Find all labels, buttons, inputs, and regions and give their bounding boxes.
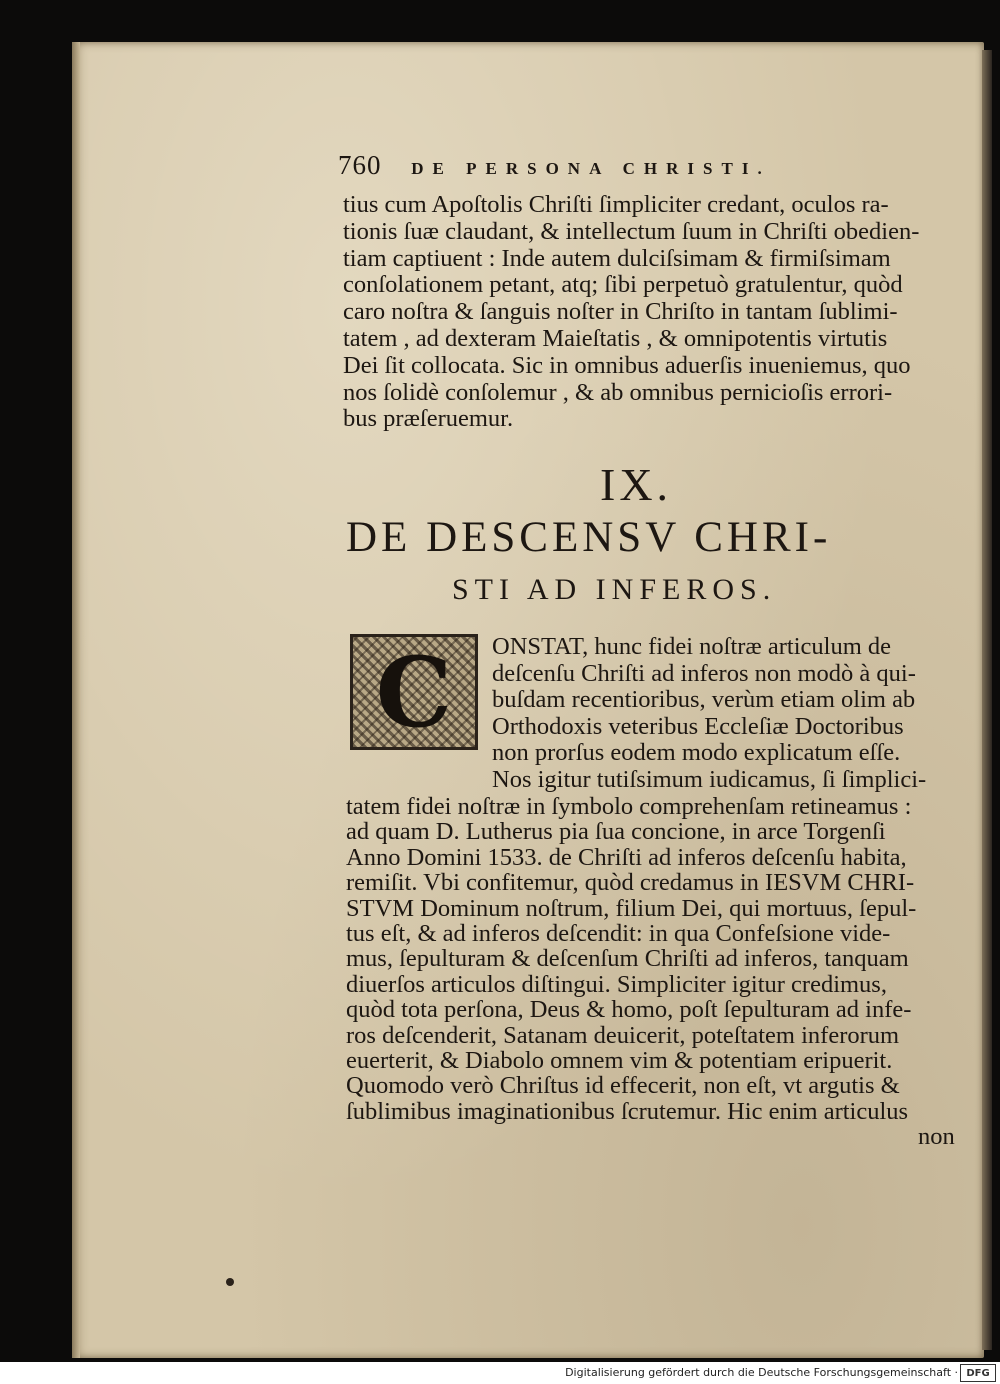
ornamental-initial [350,634,478,750]
page-edge [982,50,992,1350]
page-number: 760 [338,150,382,180]
text-line: tius cum Apoſtolis Chriſti ſimpliciter credant, oculos ra- [343,191,889,218]
text-line: Orthodoxis veteribus Eccleſiæ Doctoribus [492,712,904,740]
footer-credit: Digitalisierung gefördert durch die Deutsche Forschungsgemeinschaft · [565,1366,958,1379]
text-line: caro noſtra & ſanguis noſter in Chriſto in tantam ſublimi- [343,298,898,326]
text-line: Quomodo verò Chriſtus id effecerit, non eſt, vt argutis & [346,1072,900,1100]
text-line: mus, ſepulturam & deſcenſum Chriſti ad inferos, tanquam [346,945,909,973]
text-line: quòd tota perſona, Deus & homo, poſt ſepulturam ad infe- [346,996,912,1024]
text-line: STVM Dominum noſtrum, filium Dei, qui mortuus, ſepul- [346,894,917,922]
text-line: tus eſt, & ad inferos deſcendit: in qua Confeſsione vide- [346,920,891,947]
running-head [338,150,771,181]
text-line: remiſit. Vbi confitemur, quòd credamus in IESVM CHRI- [346,869,915,897]
text-line: buſdam recentioribus, verùm etiam olim ab [492,686,916,714]
text-line: non prorſus eodem modo explicatum eſſe. [492,739,901,767]
text-line: tatem fidei noſtræ in ſymbolo comprehenſam retineamus : [346,793,912,820]
text-line: deſcenſu Chriſti ad inferos non modò à qui- [492,659,916,687]
running-title: DE PERSONA CHRISTI. [411,159,771,178]
chapter-title-line-1: DE DESCENSV CHRI- [346,514,832,561]
text-line: ros deſcenderit, Satanam deuicerit, poteſtatem inferorum [346,1021,900,1049]
text-line: nos ſolidè conſolemur , & ab omnibus pernicioſis errori- [343,378,893,406]
text-line: ONSTAT, hunc fidei noſtræ articulum de [492,633,892,660]
page-mark [226,1278,234,1286]
text-line: euerterit, & Diabolo omnem vim & potentiam eripuerit. [346,1047,893,1074]
text-line: tiam captiuent : Inde autem dulciſsimam & firmiſsimam [343,244,891,272]
dfg-logo: DFG [960,1364,996,1382]
chapter-title-line-2: STI AD INFEROS. [452,573,777,606]
text-line: bus præſeruemur. [343,405,514,433]
text-line: Nos igitur tutiſsimum iudicamus, ſi ſimplici- [492,766,927,793]
chapter-number: IX. [600,459,673,510]
text-line: ſublimibus imaginationibus ſcrutemur. Hic enim articulus [346,1097,909,1125]
catchword: non [918,1123,955,1150]
text-line: Anno Domini 1533. de Chriſti ad inferos deſcenſu habita, [346,843,907,871]
text-line: conſolationem petant, atq; ſibi perpetuò gratulentur, quòd [343,271,903,299]
text-line: Dei ſit collocata. Sic in omnibus aduerſis inueniemus, quo [343,351,911,379]
text-line: ad quam D. Lutherus pia ſua concione, in arce Torgenſi [346,818,886,846]
text-line: diuerſos articulos diſtingui. Simpliciter igitur credimus, [346,970,887,998]
page-gutter [72,42,80,1358]
drop-cap-letter: C [375,635,453,749]
text-line: tatem , ad dexteram Maieſtatis , & omnipotentis virtutis [343,325,888,352]
text-line: tionis ſuæ claudant, & intellectum ſuum in Chriſti obedien- [343,217,920,245]
